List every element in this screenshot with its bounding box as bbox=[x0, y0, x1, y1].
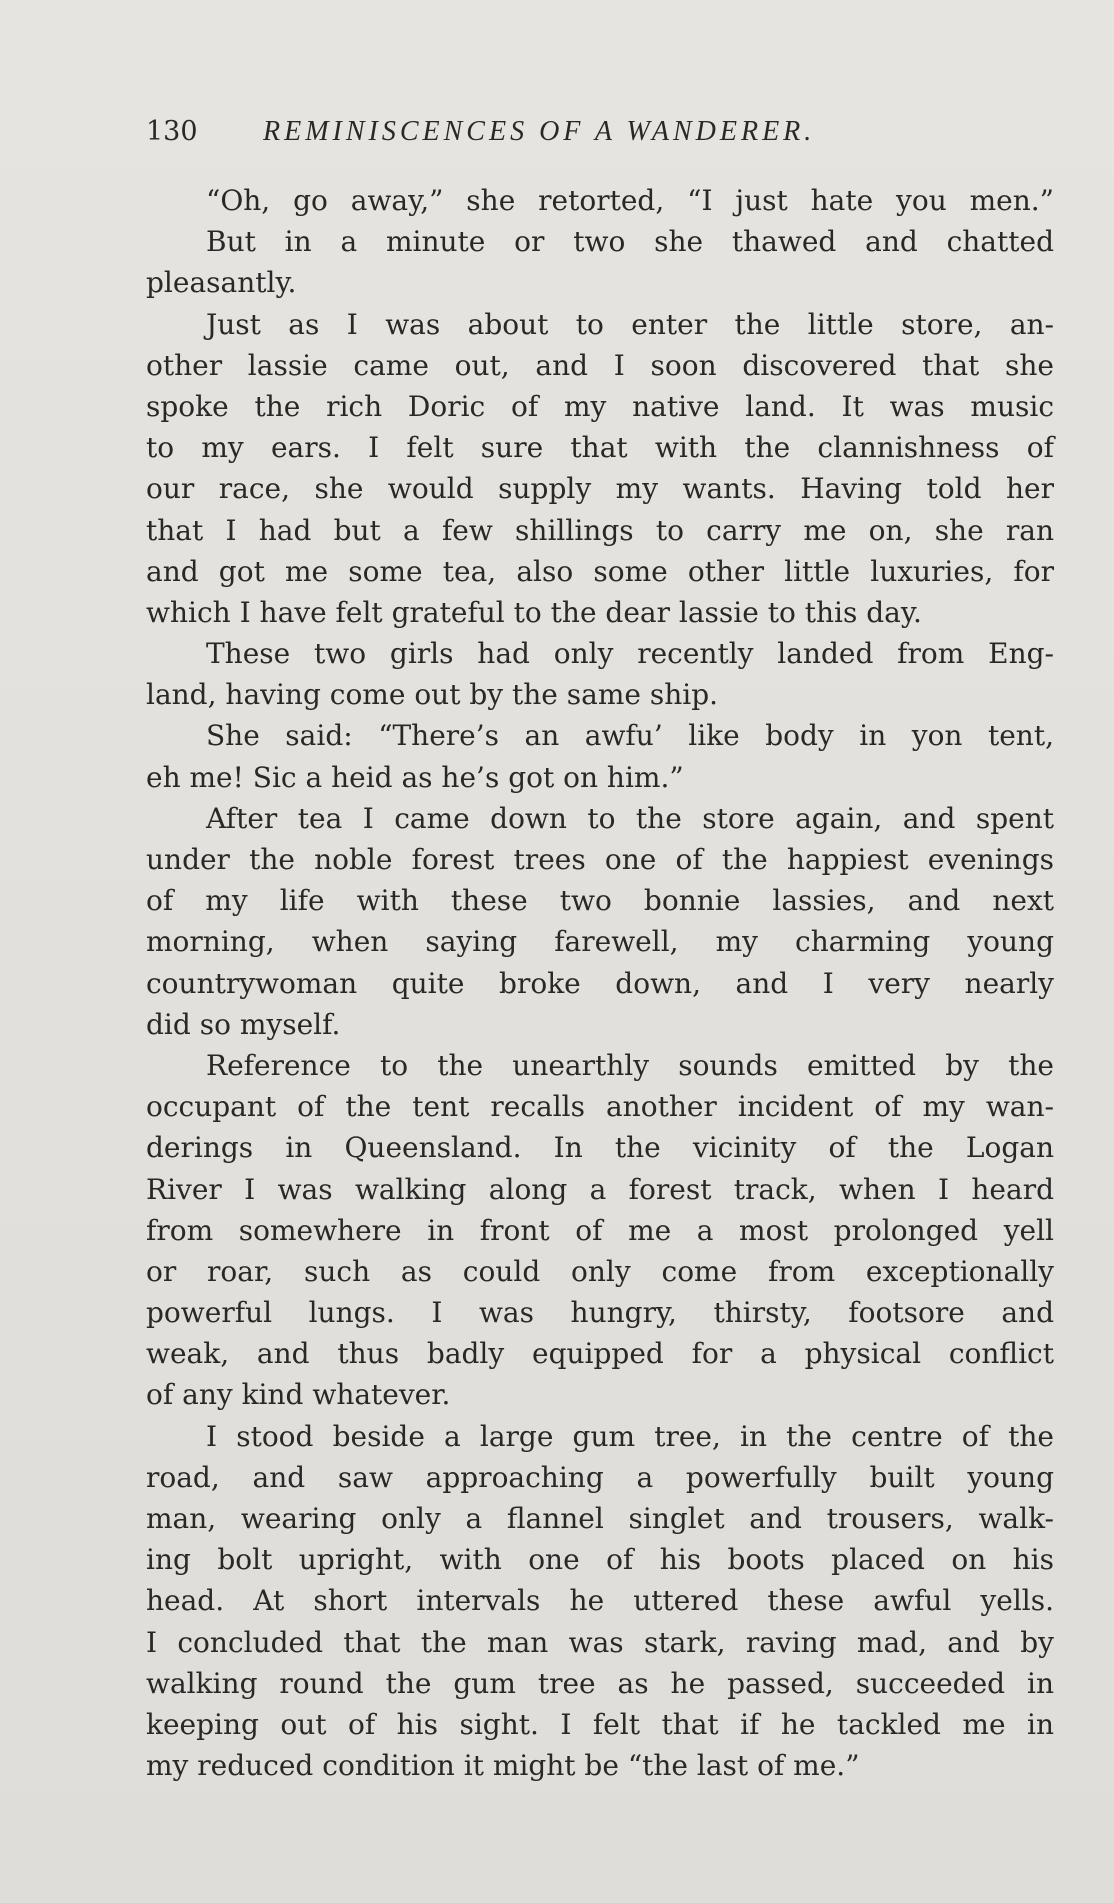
text-line: head. At short intervals he uttered these awful yells. bbox=[146, 1584, 1054, 1618]
text-line: Just as I was about to enter the little store, an- bbox=[206, 307, 1054, 341]
text-line: which I have felt grateful to the dear lassie to this day. bbox=[146, 595, 922, 629]
text-line: Reference to the unearthly sounds emitted by the bbox=[206, 1048, 1054, 1082]
page-number: 130 bbox=[146, 116, 198, 147]
text-line: eh me! Sic a heid as he’s got on him.” bbox=[146, 760, 684, 794]
text-line: countrywoman quite broke down, and I very nearly bbox=[146, 966, 1054, 1000]
text-line: did so myself. bbox=[146, 1007, 341, 1041]
text-line: under the noble forest trees one of the happiest evenings bbox=[146, 843, 1054, 876]
text-line: “Oh, go away,” she retorted, “I just hate you men.” bbox=[206, 184, 1054, 217]
text-line: She said: “There’s an awfu’ like body in yon tent, bbox=[206, 719, 1054, 753]
text-line: I stood beside a large gum tree, in the centre of the bbox=[206, 1419, 1054, 1453]
text-line: After tea I came down to the store again, and spent bbox=[206, 801, 1054, 835]
text-line: of any kind whatever. bbox=[146, 1378, 451, 1412]
text-line: road, and saw approaching a powerfully built young bbox=[146, 1460, 1054, 1494]
text-line: occupant of the tent recalls another incident of my wan- bbox=[146, 1090, 1054, 1124]
text-line: These two girls had only recently landed from Eng- bbox=[206, 637, 1054, 671]
text-line: I concluded that the man was stark, raving mad, and by bbox=[146, 1625, 1054, 1659]
text-line: that I had but a few shillings to carry me on, she ran bbox=[146, 513, 1054, 547]
text-line: derings in Queensland. In the vicinity of the Logan bbox=[146, 1131, 1054, 1165]
text-line: powerful lungs. I was hungry, thirsty, footsore and bbox=[146, 1296, 1054, 1330]
text-line: River I was walking along a forest track, when I heard bbox=[146, 1172, 1054, 1206]
text-line: But in a minute or two she thawed and chatted bbox=[206, 225, 1054, 259]
text-line: our race, she would supply my wants. Having told her bbox=[146, 472, 1054, 506]
text-line: of my life with these two bonnie lassies, and next bbox=[146, 884, 1054, 918]
text-line: and got me some tea, also some other little luxuries, for bbox=[146, 554, 1054, 588]
text-line: man, wearing only a flannel singlet and trousers, walk- bbox=[146, 1502, 1054, 1535]
text-line: morning, when saying farewell, my charming young bbox=[146, 925, 1054, 959]
text-line: my reduced condition it might be “the last of me.” bbox=[146, 1749, 860, 1783]
text-line: weak, and thus badly equipped for a physical conflict bbox=[146, 1337, 1054, 1371]
text-line: to my ears. I felt sure that with the clannishness of bbox=[146, 431, 1054, 465]
text-line: spoke the rich Doric of my native land. It was music bbox=[146, 389, 1054, 423]
text-line: or roar, such as could only come from exceptionally bbox=[146, 1254, 1054, 1288]
text-line: from somewhere in front of me a most prolonged yell bbox=[146, 1213, 1054, 1247]
text-line: other lassie came out, and I soon discovered that she bbox=[146, 348, 1054, 382]
text-line: walking round the gum tree as he passed, succeeded in bbox=[146, 1666, 1054, 1700]
text-line: pleasantly. bbox=[146, 266, 297, 300]
text-line: ing bolt upright, with one of his boots placed on his bbox=[146, 1543, 1054, 1577]
text-line: land, having come out by the same ship. bbox=[146, 678, 719, 712]
body-text bbox=[146, 180, 1054, 1786]
page-header bbox=[146, 110, 1060, 154]
running-title: REMINISCENCES OF A WANDERER. bbox=[263, 116, 816, 147]
text-line: keeping out of his sight. I felt that if he tackled me in bbox=[146, 1707, 1054, 1741]
